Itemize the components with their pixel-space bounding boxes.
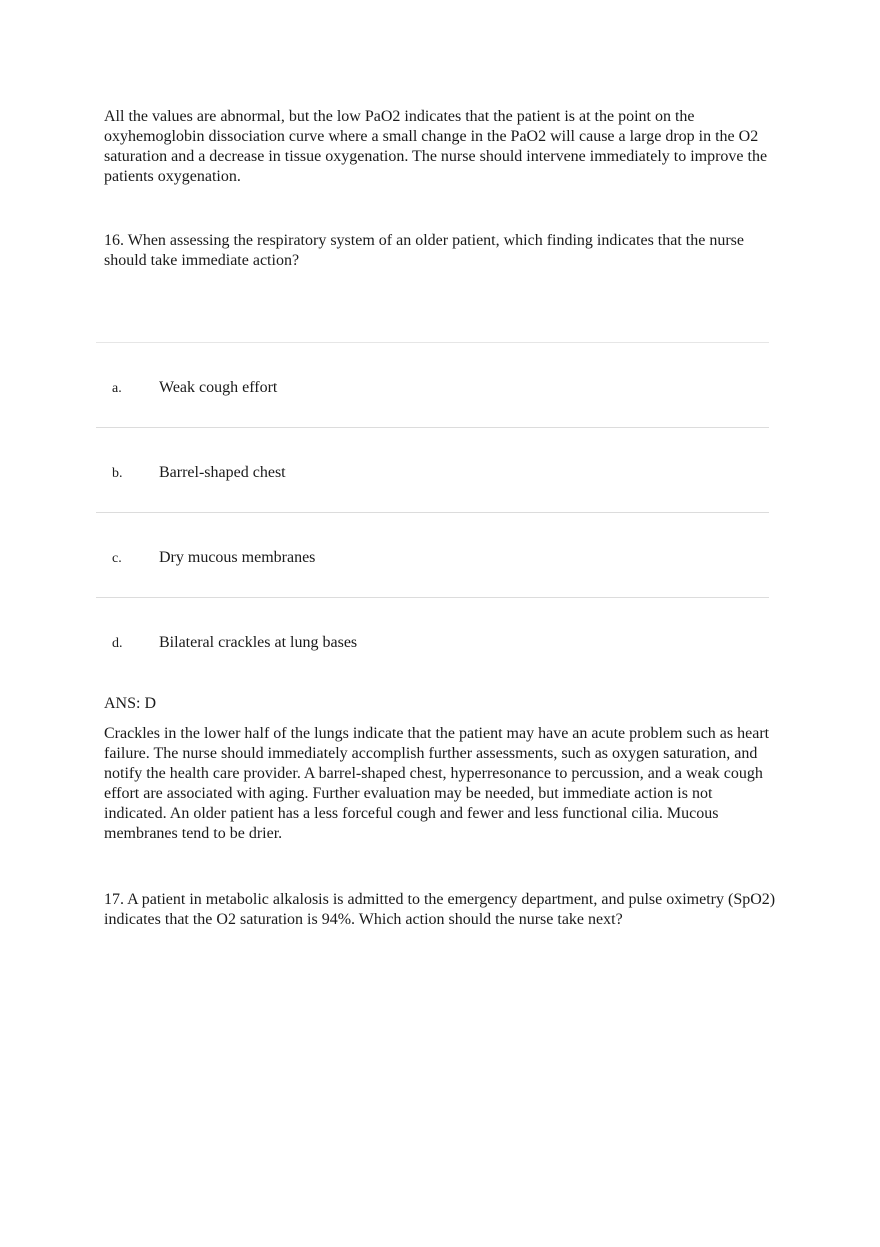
option-letter: b. — [112, 466, 123, 481]
option-letter: a. — [112, 381, 122, 396]
answer-explanation: Crackles in the lower half of the lungs indicate that the patient may have an acute problem such as heart failure. The nurse should immediately accomplish further assessments, such as oxygen saturation, and notify the health care provider. A barrel-shaped chest, hyperresonance to percussion, and a weak cough effort are associated with aging. Further evaluation may be needed, but immediate action is not indicated. An older patient has a less forceful cough and fewer and less functional cilia. Mucous membranes tend to be drier. — [104, 725, 770, 842]
question-16-options — [96, 342, 769, 682]
question-16-text: 16. When assessing the respiratory system of an older patient, which finding indicates that the nurse should take immediate action? — [104, 232, 744, 269]
question-17-text: 17. A patient in metabolic alkalosis is admitted to the emergency department, and pulse oximetry (SpO2) indicates that the O2 saturation is 94%. Which action should the nurse take next? — [104, 891, 776, 928]
option-d — [96, 598, 769, 682]
intro-paragraph: All the values are abnormal, but the low PaO2 indicates that the patient is at the point on the oxyhemoglobin dissociation curve where a small change in the PaO2 will cause a large drop in the O2 saturation and a decrease in tissue oxygenation. The nurse should intervene immediately to improve the patients oxygenation. — [104, 108, 768, 185]
option-text: Weak cough effort — [159, 379, 278, 396]
option-text: Bilateral crackles at lung bases — [159, 634, 358, 651]
option-c — [96, 513, 769, 598]
option-a — [96, 343, 769, 428]
option-text: Barrel-shaped chest — [159, 464, 286, 481]
option-letter: d. — [112, 636, 123, 651]
option-b — [96, 428, 769, 513]
answer-label: ANS: D — [104, 695, 157, 712]
option-text: Dry mucous membranes — [159, 549, 316, 566]
option-letter: c. — [112, 551, 122, 566]
